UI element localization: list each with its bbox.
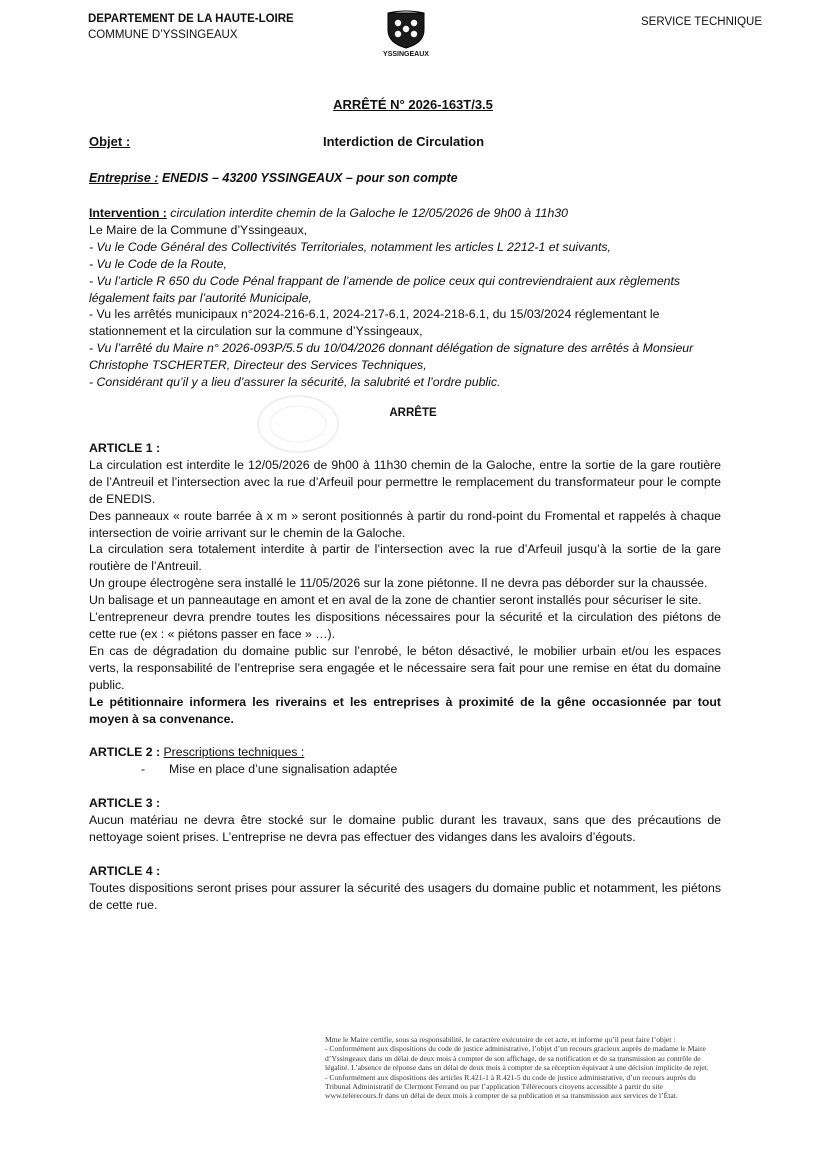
coat-of-arms-icon [383,10,429,58]
article-1-p2: Des panneaux « route barrée à x m » seront positionnés à partir du rond-point du Fromental et rappelés à chaque intersection de voirie arrivant sur le chemin de la Galoche. [89,508,721,540]
considerant: - Considérant qu’il y a lieu d’assurer la sécurité, la salubrité et l’ordre public. [89,375,501,390]
vu-arretes-municipaux: - Vu les arrêtés municipaux n°2024-216-6.1, 2024-217-6.1, 2024-218-6.1, du 15/03/2024 réglementant le stationnement et la circulation sur la commune d’Yssingeaux, [89,307,660,339]
article-2-label: ARTICLE 2 : [89,745,164,760]
commune-name: COMMUNE D’YSSINGEAUX [88,29,238,41]
article-1-p8: Le pétitionnaire informera les riverains et les entreprises à proximité de la gêne occasionnée par tout moyen à sa convenance. [89,694,721,726]
entreprise-line [89,171,458,185]
article-2-sub: Prescriptions techniques : [163,745,305,760]
vu-code-penal: - Vu l’article R 650 du Code Pénal frappant de l’amende de police ceux qui contreviendraient aux règlements légalement faits par l’autorité Municipale, [89,273,681,305]
article-1-p5: Un balisage et un panneautage en amont et en aval de la zone de chantier seront installés pour sécuriser le site. [89,593,702,608]
article-2-heading [89,744,721,761]
article-1-p1: La circulation est interdite le 12/05/2026 de 9h00 à 11h30 chemin de la Galoche, entre la sortie de la gare routière de l’Antreuil et l’intersection avec la rue d’Arfeuil pour permettre le remplacement du transformateur pour le compte de ENEDIS. [89,457,721,506]
legal-line-3: - Conformément aux dispositions des articles R.421-1 à R.421-5 du code de justice administrative, d’un recours auprès du Tribunal Administratif de Clermont Ferrand ou par l’application Télérecours citoyens accessible à partir du site www.telerecours.fr dans un délai de deux mois à compter de sa publication et sa transmission aux services de l’État. [325,1072,696,1101]
legal-line-1: Mme le Maire certifie, sous sa responsabilité, le caractère exécutoire de cet acte, et informe qu’il peut faire l’objet : [325,1035,676,1044]
intervention-line [89,205,721,222]
header-left [88,11,294,43]
vu-arrete-delegation: - Vu l’arrêté du Maire n° 2026-093P/5.5 du 10/04/2026 donnant délégation de signature des arrêtés à Monsieur Christophe TSCHERTER, Directeur des Services Techniques, [89,341,694,373]
legal-notice [325,1035,720,1101]
intervention-value: circulation interdite chemin de la Galoche le 12/05/2026 de 9h00 à 11h30 [166,206,568,220]
legal-line-2: - Conformément aux dispositions du code de justice administrative, l’objet d’un recours gracieux auprès de madame le Maire d’Yssingeaux dans un délai de deux mois à compter de son affichage, de sa notification et de sa transmission au contrôle de légalité. L’absence de réponse dans un délai de deux mois à compter de sa réception équivaut à une décision implicite de rejet. [325,1044,709,1073]
article-1-p3: La circulation sera totalement interdite à partir de l’intersection avec la rue d’Arfeuil jusqu’à la sortie de la gare routière de l’Antreuil. [89,542,721,574]
bullet-dash: - [141,762,146,777]
article-2-item-text: Mise en place d’une signalisation adaptée [169,762,398,777]
vu-code-route: - Vu le Code de la Route, [89,256,227,271]
service-name: SERVICE TECHNIQUE [641,16,762,28]
article-4-p1: Toutes dispositions seront prises pour assurer la sécurité des usagers du domaine public et notamment, les piétons de cette rue. [89,880,721,912]
article-2-item [89,761,721,778]
document-title: ARRÊTÉ N° 2026-163T/3.5 [333,97,493,112]
article-1-heading: ARTICLE 1 : [89,441,161,455]
article-1-p4: Un groupe électrogène sera installé le 11/05/2026 sur la zone piétonne. Il ne devra pas déborder sur la chaussée. [89,576,708,591]
objet-row [89,134,739,149]
vu-cgct: - Vu le Code Général des Collectivités Territoriales, notamment les articles L 2212-1 et suivants, [89,239,611,254]
entreprise-value: ENEDIS – 43200 YSSINGEAUX – pour son compte [158,171,458,185]
preamble [89,205,721,391]
article-4-heading: ARTICLE 4 : [89,863,161,878]
article-1-p7: En cas de dégradation du domaine public sur l’enrobé, le béton désactivé, le mobilier urbain et/ou les espaces verts, la responsabilité de l’entreprise sera engagée et le nécessaire sera fait pour une remise en état du domaine public. [89,643,721,692]
entreprise-label: Entreprise : [89,171,159,185]
article-1-p6: L’entrepreneur devra prendre toutes les dispositions nécessaires pour la sécurité et la circulation des piétons de cette rue (ex : « piétons passer en face » …). [89,610,721,641]
intervention-label: Intervention : [89,206,167,220]
objet-label: Objet : [89,134,131,149]
arrete-heading: ARRÊTE [389,407,437,419]
article-3-heading: ARTICLE 3 : [89,796,161,811]
department-name: DEPARTEMENT DE LA HAUTE-LOIRE [88,13,294,25]
article-3-p1: Aucun matériau ne devra être stocké sur le domaine public durant les travaux, sans que des précautions de nettoyage soient prises. L’entreprise ne devra pas effectuer des vidanges dans les avaloirs d’égouts. [89,813,721,845]
objet-value: Interdiction de Circulation [323,134,485,149]
articles [89,440,721,914]
maire-line: Le Maire de la Commune d’Yssingeaux, [89,222,308,237]
crest-label: YSSINGEAUX [383,51,429,58]
